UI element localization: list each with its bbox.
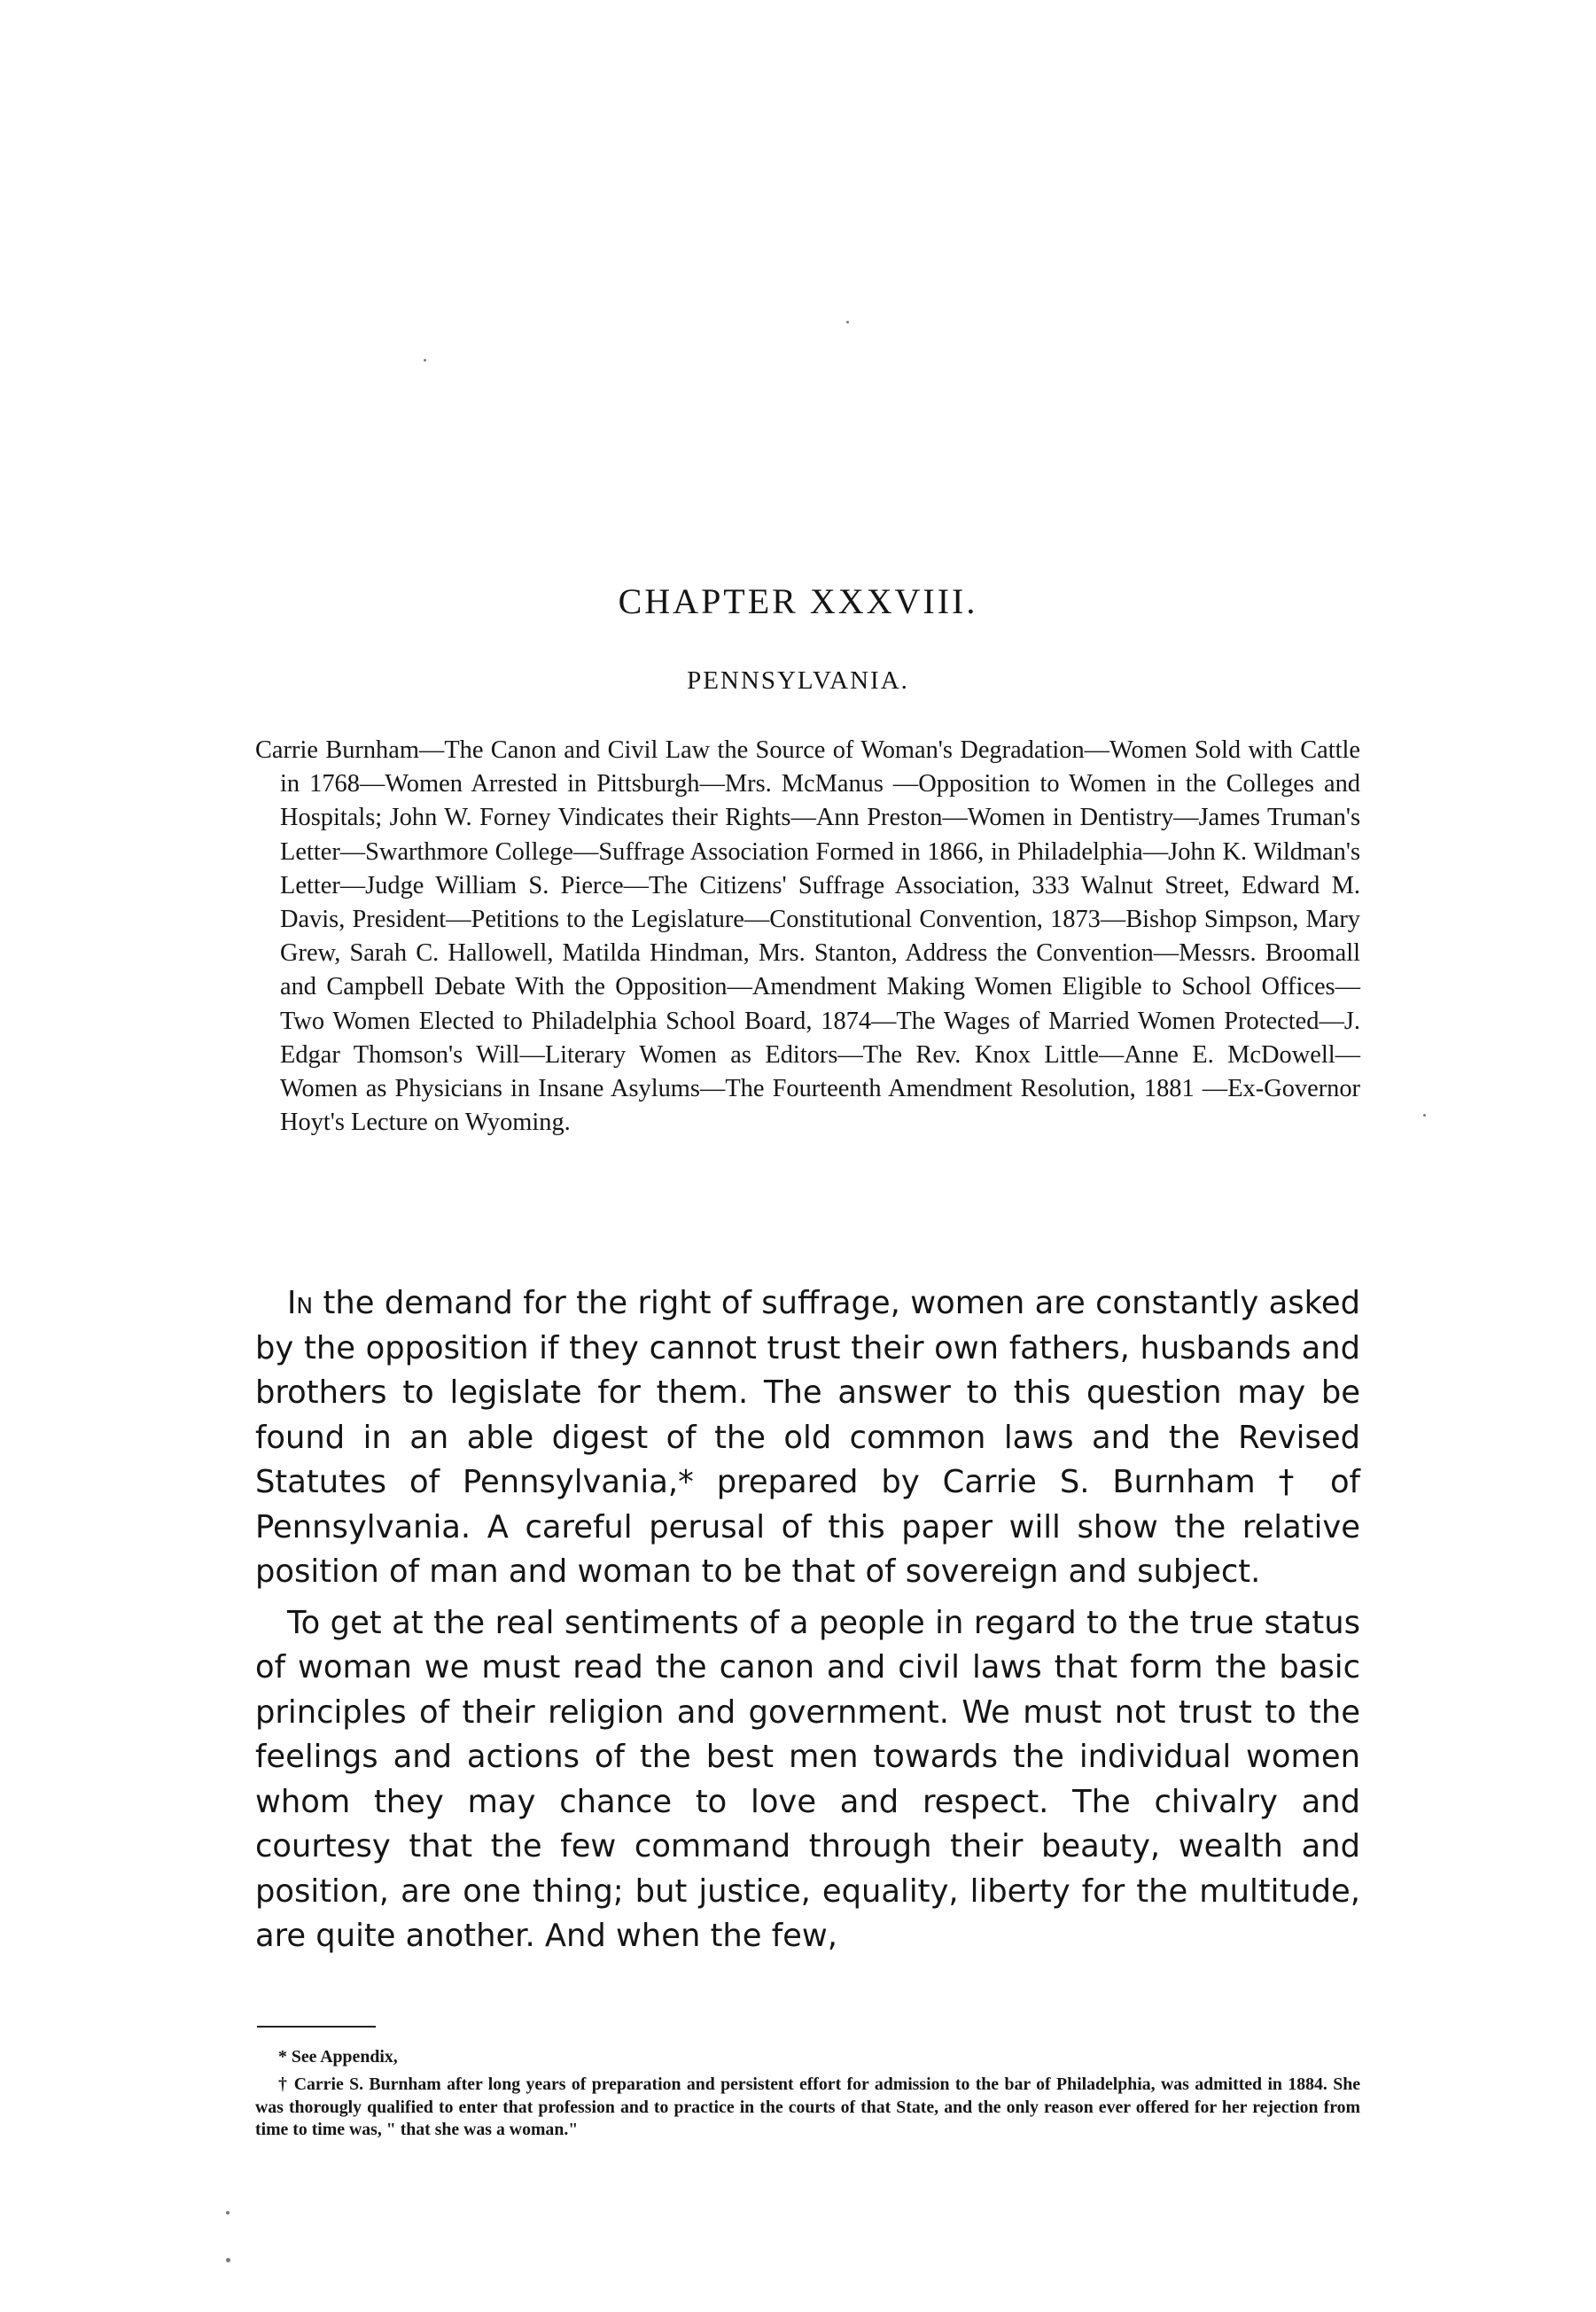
print-speck [1423, 1114, 1426, 1117]
print-speck [846, 321, 849, 323]
chapter-subtitle: PENNSYLVANIA. [687, 666, 909, 695]
chapter-title: CHAPTER XXXVIII. [618, 581, 978, 621]
footnotes [255, 2046, 1360, 2141]
print-speck [424, 359, 426, 362]
footnote-appendix: * See Appendix, [278, 2047, 398, 2067]
print-speck [226, 2258, 230, 2262]
print-speck [226, 2211, 230, 2215]
footnote-burnham: † Carrie S. Burnham after long years of preparation and persistent effort for admission to the bar of Philadelphia, was admitted in 1884. She was thorougly qualified to enter that profession and to practice in the courts of that State, and the only reason ever offered for her rejection from time to time was, " that she was a woman." [255, 2075, 1360, 2139]
body-paragraph: To get at the real sentiments of a people in regard to the true status of woman we must read the canon and civil laws that form the basic principles of their religion and government. We must not trust to the feelings and actions of the best men towards the individual women whom they may chance to love and respect. The chivalry and courtesy that the few command through their beauty, wealth and position, are one thing; but justice, equality, liberty for the multitude, are quite another. And when the few, [255, 1604, 1360, 1954]
paragraph-text: the demand for the right of suffrage, women are constantly asked by the opposition if they cannot trust their own fathers, husbands and brothers to legislate for them. The answer to this question may be found in an able digest of the old common laws and the Revised Statutes of Pennsylvania,* prepared by Carrie S. Burnham † of Pennsylvania. A careful perusal of this paper will show the relative position of man and woman to be that of sovereign and subject. [255, 1285, 1360, 1590]
paragraph-lead-word: In [287, 1285, 314, 1321]
body-text [255, 1281, 1360, 1959]
chapter-synopsis: Carrie Burnham—The Canon and Civil Law the Source of Woman's Degradation—Women Sold with Cattle in 1768—Women Arrested in Pittsburgh—Mrs. McManus —Opposition to Women in the Colleges and Hospitals; John W. Forney Vindicates their Rights—Ann Preston—Women in Dentistry—James Truman's Letter—Swarthmore College—Suffrage Association Formed in 1866, in Philadelphia—John K. Wildman's Letter—Judge William S. Pierce—The Citizens' Suffrage Association, 333 Walnut Street, Edward M. Davis, President—Petitions to the Legislature—Constitutional Convention, 1873—Bishop Simpson, Mary Grew, Sarah C. Hallowell, Matilda Hindman, Mrs. Stanton, Address the Convention—Messrs. Broomall and Campbell Debate With the Opposition—Amendment Making Women Eligible to School Offices—Two Women Elected to Philadelphia School Board, 1874—The Wages of Married Women Protected—J. Edgar Thomson's Will—Literary Women as Editors—The Rev. Knox Little—Anne E. McDowell—Women as Physicians in Insane Asylums—The Fourteenth Amendment Resolution, 1881 —Ex-Governor Hoyt's Lecture on Wyoming. [255, 736, 1360, 1137]
body-paragraph [255, 1281, 1360, 1595]
footnote-divider [257, 2026, 376, 2028]
